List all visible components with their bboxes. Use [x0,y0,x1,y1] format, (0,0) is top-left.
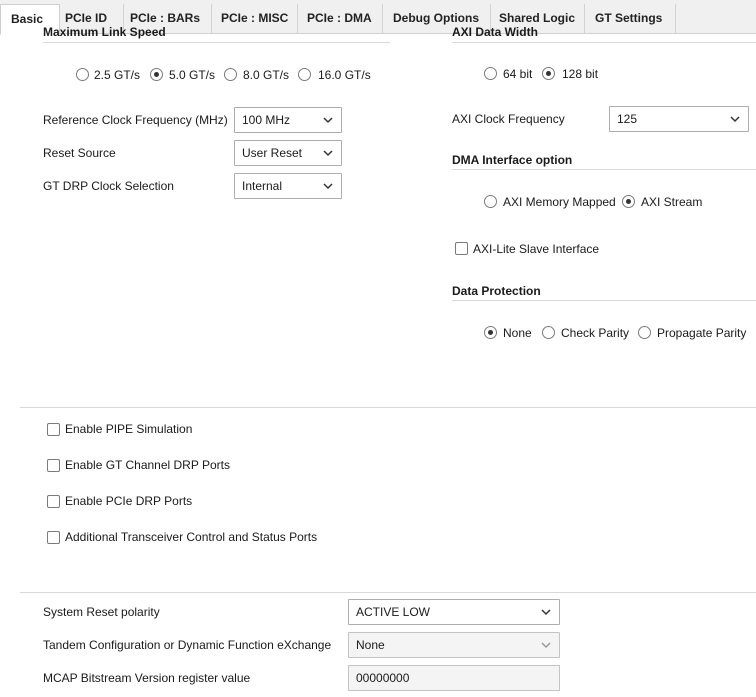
mcap-version-field[interactable] [348,665,560,691]
system-reset-select[interactable] [348,599,560,625]
tab-gt-settings[interactable]: GT Settings [585,4,676,33]
radio-selected-dot [546,71,551,76]
dma-axi-mm-label: AXI Memory Mapped [503,195,616,209]
pipe-simulation-checkbox[interactable] [47,423,60,436]
link-speed-5-0-radio[interactable] [150,68,163,81]
tab-basic[interactable]: Basic [0,4,60,35]
chevron-down-icon [541,640,551,650]
ref-clock-value: 100 MHz [242,113,291,127]
pipe-simulation-label: Enable PIPE Simulation [65,422,193,436]
axi-width-64-radio[interactable] [484,67,497,80]
protection-check-parity-radio[interactable] [542,326,555,339]
link-speed-5-0-label: 5.0 GT/s [169,68,216,82]
chevron-down-icon [323,148,333,158]
chevron-down-icon [541,607,551,617]
tandem-value: None [356,638,385,652]
dma-axi-mm-radio[interactable] [484,195,497,208]
chevron-down-icon [730,114,740,124]
axi-clock-select[interactable] [609,106,749,132]
transceiver-ports-checkbox[interactable] [47,531,60,544]
protection-propagate-parity-radio[interactable] [638,326,651,339]
gt-drp-value: Internal [242,179,283,193]
tab-pcie-id[interactable]: PCIe ID [55,4,124,33]
dma-interface-title: DMA Interface option [452,153,573,167]
basic-tab-content [0,25,756,697]
dma-axi-stream-radio[interactable] [622,195,635,208]
axi-clock-value: 125 [617,112,638,126]
ref-clock-label: Reference Clock Frequency (MHz) [43,113,228,127]
tab-pcie-bars[interactable]: PCIe : BARs [120,4,212,33]
radio-selected-dot [626,199,631,204]
link-speed-2-5-radio[interactable] [76,68,89,81]
system-reset-label: System Reset polarity [43,605,160,619]
axi-width-128-radio[interactable] [542,67,555,80]
reset-source-value: User Reset [242,146,303,160]
radio-selected-dot [488,330,493,335]
transceiver-ports-label: Additional Transceiver Control and Status Ports [65,530,318,544]
reset-source-label: Reset Source [43,146,116,160]
link-speed-8-0-radio[interactable] [224,68,237,81]
tab-pcie-misc[interactable]: PCIe : MISC [211,4,298,33]
gt-drp-select[interactable] [234,173,342,199]
mcap-value: 00000000 [356,671,410,685]
chevron-down-icon [323,115,333,125]
protection-check-parity-label: Check Parity [561,326,630,340]
tab-debug-options[interactable]: Debug Options [383,4,491,33]
link-speed-divider [43,42,390,43]
protection-none-label: None [503,326,532,340]
tandem-select[interactable] [348,632,560,658]
protection-none-radio[interactable] [484,326,497,339]
protection-propagate-parity-label: Propagate Parity [657,326,747,340]
link-speed-16-0-label: 16.0 GT/s [318,68,371,82]
section-separator [20,407,756,408]
axi-width-divider [452,42,756,43]
axilite-slave-checkbox[interactable] [455,242,468,255]
pcie-drp-checkbox[interactable] [47,495,60,508]
pcie-drp-label: Enable PCIe DRP Ports [65,494,193,508]
mcap-label: MCAP Bitstream Version register value [43,671,251,685]
gt-channel-drp-checkbox[interactable] [47,459,60,472]
link-speed-16-0-radio[interactable] [298,68,311,81]
section-separator [20,592,756,593]
axi-width-64-label: 64 bit [503,67,533,81]
reset-source-select[interactable] [234,140,342,166]
gt-drp-label: GT DRP Clock Selection [43,179,174,193]
dma-interface-divider [452,169,756,170]
chevron-down-icon [323,181,333,191]
axi-clock-label: AXI Clock Frequency [452,112,565,126]
dma-axi-stream-label: AXI Stream [641,195,703,209]
data-protection-divider [452,300,756,301]
ref-clock-select[interactable] [234,107,342,133]
axi-width-128-label: 128 bit [562,67,599,81]
axilite-slave-label: AXI-Lite Slave Interface [473,242,600,256]
tandem-label: Tandem Configuration or Dynamic Function eXchange [43,638,332,652]
gt-channel-drp-label: Enable GT Channel DRP Ports [65,458,230,472]
tab-shared-logic[interactable]: Shared Logic [489,4,585,33]
data-protection-title: Data Protection [452,284,541,298]
link-speed-title: Maximum Link Speed [43,25,166,39]
system-reset-value: ACTIVE LOW [356,605,431,619]
axi-width-title: AXI Data Width [452,25,538,39]
link-speed-2-5-label: 2.5 GT/s [94,68,141,82]
tab-pcie-dma[interactable]: PCIe : DMA [297,4,383,33]
link-speed-8-0-label: 8.0 GT/s [243,68,290,82]
radio-selected-dot [154,72,159,77]
